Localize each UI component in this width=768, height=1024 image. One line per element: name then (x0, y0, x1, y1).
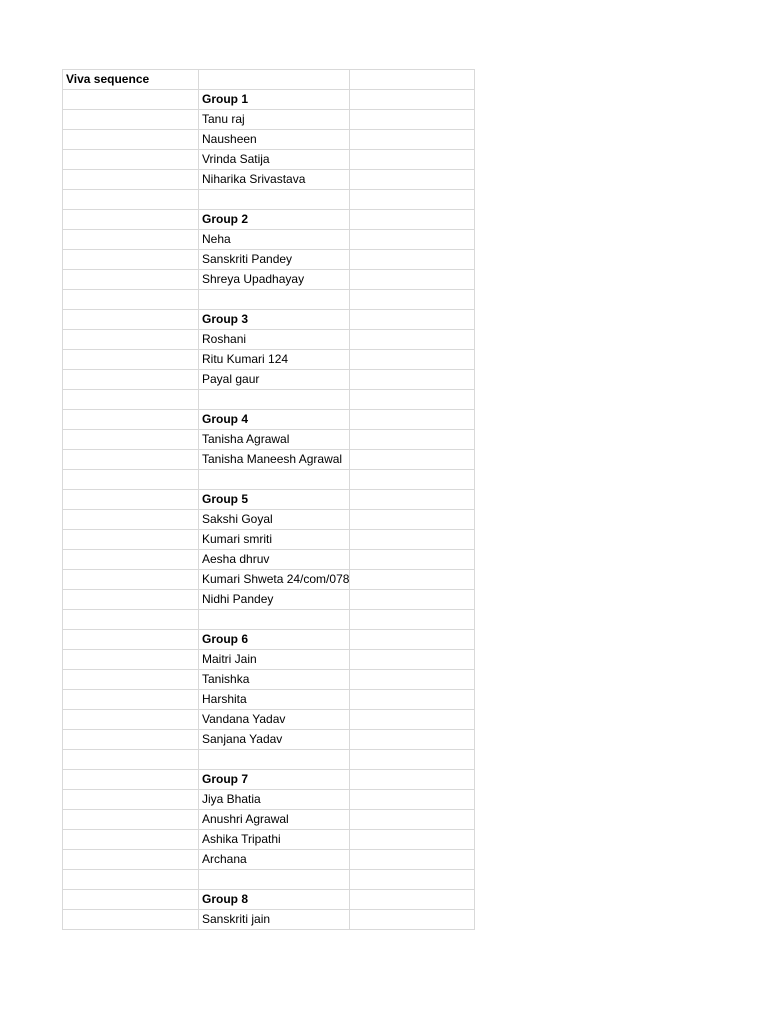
cell-col-c[interactable] (350, 90, 475, 110)
cell-col-c[interactable] (350, 330, 475, 350)
cell-col-c[interactable] (350, 790, 475, 810)
cell-col-c[interactable] (350, 690, 475, 710)
member-name[interactable]: Jiya Bhatia (199, 790, 350, 810)
table-row (63, 170, 475, 190)
group-heading[interactable]: Group 8 (199, 890, 350, 910)
table-row (63, 850, 475, 870)
cell-col-b[interactable] (199, 290, 350, 310)
cell-col-a[interactable] (63, 810, 199, 830)
cell-col-a[interactable] (63, 470, 199, 490)
table-row (63, 330, 475, 350)
group-heading[interactable]: Group 2 (199, 210, 350, 230)
cell-col-c[interactable] (350, 70, 475, 90)
group-heading[interactable]: Group 6 (199, 630, 350, 650)
table-row (63, 770, 475, 790)
cell-col-a[interactable] (63, 910, 199, 930)
cell-col-a[interactable] (63, 450, 199, 470)
cell-col-a[interactable] (63, 590, 199, 610)
table-row (63, 510, 475, 530)
table-row (63, 870, 475, 890)
table-row (63, 230, 475, 250)
member-name[interactable]: Vrinda Satija (199, 150, 350, 170)
cell-col-a[interactable] (63, 290, 199, 310)
group-heading[interactable]: Group 3 (199, 310, 350, 330)
table-row (63, 310, 475, 330)
cell-col-a[interactable] (63, 270, 199, 290)
table-row (63, 910, 475, 930)
cell-col-a[interactable] (63, 150, 199, 170)
member-name[interactable]: Tanu raj (199, 110, 350, 130)
cell-col-c[interactable] (350, 290, 475, 310)
cell-col-c[interactable] (350, 510, 475, 530)
cell-col-c[interactable] (350, 730, 475, 750)
cell-col-c[interactable] (350, 710, 475, 730)
member-name[interactable]: Neha (199, 230, 350, 250)
member-name[interactable]: Archana (199, 850, 350, 870)
cell-col-a[interactable] (63, 330, 199, 350)
member-name[interactable]: Ashika Tripathi (199, 830, 350, 850)
table-row (63, 750, 475, 770)
cell-col-a[interactable] (63, 90, 199, 110)
member-name[interactable]: Kumari smriti (199, 530, 350, 550)
cell-col-a[interactable] (63, 670, 199, 690)
table-row (63, 290, 475, 310)
cell-col-b[interactable] (199, 390, 350, 410)
cell-col-a[interactable] (63, 410, 199, 430)
member-name[interactable]: Maitri Jain (199, 650, 350, 670)
table-row (63, 410, 475, 430)
table-row (63, 610, 475, 630)
member-name[interactable]: Sakshi Goyal (199, 510, 350, 530)
cell-col-c[interactable] (350, 450, 475, 470)
cell-col-c[interactable] (350, 110, 475, 130)
cell-col-c[interactable] (350, 810, 475, 830)
cell-col-a[interactable] (63, 770, 199, 790)
cell-col-c[interactable] (350, 430, 475, 450)
member-name[interactable]: Sanskriti jain (199, 910, 350, 930)
member-name[interactable]: Tanishka (199, 670, 350, 690)
cell-col-a[interactable] (63, 190, 199, 210)
cell-col-a[interactable] (63, 490, 199, 510)
cell-col-c[interactable] (350, 550, 475, 570)
cell-col-c[interactable] (350, 850, 475, 870)
cell-col-b[interactable] (199, 870, 350, 890)
table-row (63, 630, 475, 650)
cell-col-a[interactable] (63, 430, 199, 450)
cell-col-c[interactable] (350, 210, 475, 230)
table-row (63, 650, 475, 670)
member-name[interactable]: Tanisha Agrawal (199, 430, 350, 450)
cell-col-c[interactable] (350, 630, 475, 650)
table-row (63, 210, 475, 230)
cell-col-c[interactable] (350, 830, 475, 850)
cell-col-c[interactable] (350, 490, 475, 510)
table-row (63, 730, 475, 750)
table-row (63, 350, 475, 370)
table-row (63, 490, 475, 510)
cell-col-c[interactable] (350, 170, 475, 190)
cell-col-c[interactable] (350, 890, 475, 910)
cell-col-a[interactable] (63, 890, 199, 910)
cell-col-c[interactable] (350, 150, 475, 170)
cell-col-a[interactable] (63, 610, 199, 630)
table-row (63, 550, 475, 570)
table-row (63, 890, 475, 910)
cell-col-a[interactable] (63, 370, 199, 390)
cell-col-c[interactable] (350, 590, 475, 610)
cell-col-a[interactable] (63, 110, 199, 130)
table-row (63, 250, 475, 270)
table-row (63, 690, 475, 710)
cell-col-c[interactable] (350, 770, 475, 790)
table-row (63, 830, 475, 850)
table-row (63, 470, 475, 490)
member-name[interactable]: Nausheen (199, 130, 350, 150)
cell-col-c[interactable] (350, 650, 475, 670)
table-row (63, 90, 475, 110)
cell-col-c[interactable] (350, 190, 475, 210)
table-row (63, 710, 475, 730)
group-heading[interactable]: Group 5 (199, 490, 350, 510)
member-name[interactable]: Nidhi Pandey (199, 590, 350, 610)
table-row (63, 670, 475, 690)
cell-col-c[interactable] (350, 410, 475, 430)
table-row (63, 150, 475, 170)
cell-col-c[interactable] (350, 750, 475, 770)
cell-col-b[interactable] (199, 750, 350, 770)
cell-col-a[interactable] (63, 650, 199, 670)
member-name[interactable]: Tanisha Maneesh Agrawal (199, 450, 350, 470)
cell-col-a[interactable] (63, 710, 199, 730)
table-row (63, 370, 475, 390)
cell-col-c[interactable] (350, 530, 475, 550)
table-row (63, 190, 475, 210)
cell-col-c[interactable] (350, 470, 475, 490)
member-name[interactable]: Shreya Upadhayay (199, 270, 350, 290)
member-name[interactable]: Sanjana Yadav (199, 730, 350, 750)
cell-col-a[interactable] (63, 350, 199, 370)
member-name[interactable]: Niharika Srivastava (199, 170, 350, 190)
cell-col-c[interactable] (350, 350, 475, 370)
cell-col-a[interactable] (63, 310, 199, 330)
table-row (63, 270, 475, 290)
member-name[interactable]: Roshani (199, 330, 350, 350)
cell-col-a[interactable] (63, 870, 199, 890)
cell-col-c[interactable] (350, 270, 475, 290)
cell-col-c[interactable] (350, 130, 475, 150)
cell-col-c[interactable] (350, 670, 475, 690)
cell-col-c[interactable] (350, 390, 475, 410)
cell-col-a[interactable] (63, 530, 199, 550)
cell-col-a[interactable] (63, 550, 199, 570)
group-heading[interactable]: Group 4 (199, 410, 350, 430)
cell-col-a[interactable] (63, 250, 199, 270)
cell-col-a[interactable] (63, 630, 199, 650)
table-row (63, 530, 475, 550)
cell-col-c[interactable] (350, 310, 475, 330)
cell-col-b[interactable] (199, 610, 350, 630)
member-name[interactable]: Vandana Yadav (199, 710, 350, 730)
cell-col-b[interactable] (199, 190, 350, 210)
cell-col-a[interactable] (63, 570, 199, 590)
member-name[interactable]: Payal gaur (199, 370, 350, 390)
cell-col-a[interactable] (63, 230, 199, 250)
group-heading[interactable]: Group 7 (199, 770, 350, 790)
table-row (63, 570, 475, 590)
cell-col-a[interactable] (63, 730, 199, 750)
cell-col-a[interactable] (63, 130, 199, 150)
cell-col-c[interactable] (350, 910, 475, 930)
cell-col-b[interactable] (199, 70, 350, 90)
cell-col-b[interactable] (199, 470, 350, 490)
table-row (63, 590, 475, 610)
cell-col-a[interactable] (63, 830, 199, 850)
cell-col-a[interactable] (63, 750, 199, 770)
cell-col-c[interactable] (350, 230, 475, 250)
cell-col-a[interactable] (63, 170, 199, 190)
cell-col-a[interactable] (63, 210, 199, 230)
table-row (63, 110, 475, 130)
member-name[interactable]: Aesha dhruv (199, 550, 350, 570)
member-name[interactable]: Sanskriti Pandey (199, 250, 350, 270)
table-row (63, 70, 475, 90)
group-heading[interactable]: Group 1 (199, 90, 350, 110)
table-row (63, 810, 475, 830)
member-name[interactable]: Anushri Agrawal (199, 810, 350, 830)
table-row (63, 450, 475, 470)
cell-col-a[interactable] (63, 690, 199, 710)
cell-col-c[interactable] (350, 610, 475, 630)
cell-col-a[interactable] (63, 510, 199, 530)
sheet-body (63, 70, 475, 930)
viva-sequence-sheet (62, 69, 475, 930)
member-name[interactable]: Harshita (199, 690, 350, 710)
cell-col-c[interactable] (350, 370, 475, 390)
cell-col-c[interactable] (350, 870, 475, 890)
member-name[interactable]: Kumari Shweta 24/com/078 (199, 570, 350, 590)
member-name[interactable]: Ritu Kumari 124 (199, 350, 350, 370)
cell-col-a[interactable] (63, 790, 199, 810)
table-row (63, 390, 475, 410)
table-row (63, 430, 475, 450)
table-row (63, 130, 475, 150)
sheet-title[interactable]: Viva sequence (63, 70, 199, 90)
table-row (63, 790, 475, 810)
cell-col-a[interactable] (63, 390, 199, 410)
cell-col-c[interactable] (350, 570, 475, 590)
cell-col-a[interactable] (63, 850, 199, 870)
cell-col-c[interactable] (350, 250, 475, 270)
